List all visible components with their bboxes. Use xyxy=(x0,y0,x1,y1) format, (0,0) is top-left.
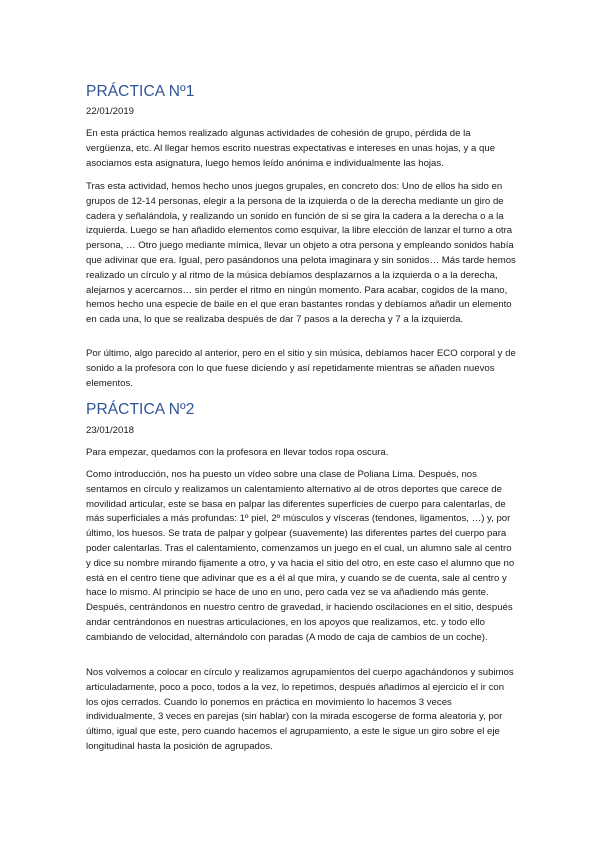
paragraph: Nos volvemos a colocar en círculo y realizamos agrupamientos del cuerpo agachándonos y subimos articuladamente, poco a poco, todos a la vez, lo repetimos, después añadimos al ejercicio el ir con los ojos cerrados. Cuando lo ponemos en práctica en movimiento lo hacemos 3 veces individualmente, 3 veces en parejas (sin hablar) con la mirada escogerse de forma aleatoria y, por último, igual que este, pero cuando hacemos el agrupamiento, a este le sigue un giro sobre el eje longitudinal hasta la posición de agrupados. xyxy=(86,667,514,752)
paragraph: Como introducción, nos ha puesto un vídeo sobre una clase de Poliana Lima. Después, nos sentamos en círculo y realizamos un calentamiento alternativo al de otros deportes que carece de movilidad articular, este se basa en palpar las diferentes superficies de cuerpo para calentarlas, de más superficiales a más profundas: 1º piel, 2º músculos y vísceras (tendones, ligamentos, …) y, por último, los huesos. Se trata de palpar y golpear (suavemente) las diferentes partes del cuerpo para poder calentarlas. Tras el calentamiento, comenzamos un juego en el cual, un alumno sale al centro y dice su nombre mirando fijamente a otro, y va hacia el sitio del otro, en este caso el alumno que no está en el centro tiene que adivinar que es a él al que mira, y cuando se de cuenta, sale al centro y hace lo mismo. Al principio se hace de uno en uno, pero cada vez se va añadiendo más gente. Después, centrándonos en nuestro centro de gravedad, ir haciendo oscilaciones en el sitio, después andar centrándonos en nuestras articulaciones, en los apoyos que realizamos, etc. y todo ello cambiando de velocidad, alternándolo con paradas (A modo de caja de cambios de un coche). xyxy=(86,469,515,643)
paragraph: Por último, algo parecido al anterior, pero en el sitio y sin música, debíamos hacer ECO corporal y de sonido a la profesora con lo que fuese diciendo y así repetidamente mientras se añaden nuevos elementos. xyxy=(86,348,516,389)
paragraph: En esta práctica hemos realizado algunas actividades de cohesión de grupo, pérdida de la vergüenza, etc. Al llegar hemos escrito nuestras expectativas e intereses en unas hojas, y a que asociamos esta asignatura, luego hemos leído anónima e individualmente las hojas. xyxy=(86,128,496,169)
paragraph: Tras esta actividad, hemos hecho unos juegos grupales, en concreto dos: Uno de ellos ha sido en grupos de 12-14 personas, elegir a la persona de la izquierda o de la derecha mediante un giro de cadera y señalándola, y realizando un sonido en función de si se gira la cadera a la derecha o a la izquierda. Luego se han añadido elementos como esquivar, la libre elección de lanzar el turno a otra persona, … Otro juego mediante mímica, llevar un objeto a otra persona y empleando sonidos había que adivinar que era. Igual, pero pasándonos una pelota imaginara y sin sonidos… Más tarde hemos realizado un círculo y al ritmo de la música debíamos desplazarnos a la izquierda o a la derecha, alejarnos y acercarnos… sin perder el ritmo en ningún momento. Para acabar, cogidos de la mano, hemos hecho una especie de baile en el que eran bastantes rondas y debíamos añadir un elemento en cada una, lo que se realizaba después de dar 7 pasos a la derecha y 7 a la izquierda. xyxy=(86,181,516,326)
paragraph: Para empezar, quedamos con la profesora en llevar todos ropa oscura. xyxy=(86,447,389,458)
section-heading: PRÁCTICA Nº1 xyxy=(86,83,195,100)
section-date: 22/01/2019 xyxy=(86,106,135,117)
section-date: 23/01/2018 xyxy=(86,425,135,436)
section-heading: PRÁCTICA Nº2 xyxy=(86,401,195,418)
